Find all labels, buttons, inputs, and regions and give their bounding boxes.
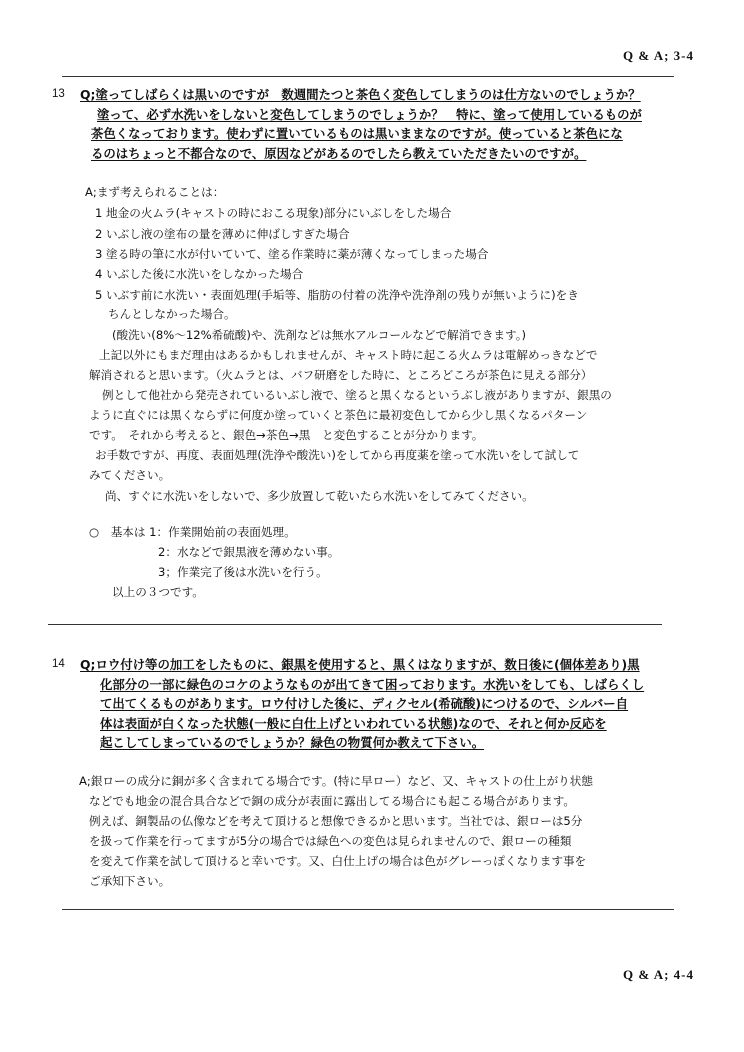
- divider-middle: [48, 624, 662, 625]
- question-14-line: 起こしてしまっているのでしょうか？緑色の物質何か教えて下さい。: [100, 735, 485, 750]
- answer-13-line: お手数ですが、再度、表面処理(洗浄や酸洗い)をしてから再度薬を塗って水洗いをして試して: [95, 448, 580, 462]
- answer-13-line: ちんとしなかった場合。: [108, 307, 236, 321]
- answer-13-line: 4 いぶした後に水洗いをしなかった場合: [95, 267, 304, 281]
- question-13-line: 茶色くなっております。使わずに置いているものは黒いままなのですが。使っていると茶色にな: [91, 126, 623, 141]
- basics-line: 3；作業完了後は水洗いを行う。: [158, 565, 328, 579]
- question-14-text: [80, 655, 644, 753]
- question-13-text: [80, 85, 642, 163]
- answer-13-line: 上記以外にもまだ理由はあるかもしれませんが、キャスト時に起こる火ムラは電解めっきなどで: [99, 348, 598, 362]
- answer-14-line: を扱って作業を行ってますが5分の場合では緑色への変色は見られませんので、銀ローの種類: [89, 834, 572, 848]
- question-13-line: Q;塗ってしばらくは黒いのですが 数週間たつと茶色く変色してしまうのは仕方ないのでしょうか？: [80, 87, 641, 102]
- basics-line: 2：水などで銀黒液を薄めない事。: [158, 545, 340, 559]
- answer-13-line: 解消されると思います。（火ムラとは、バフ研磨をした時に、ところどころが茶色に見える部分）: [89, 368, 593, 382]
- question-13-number: 13: [52, 88, 65, 100]
- answer-13-line: 3 塗る時の筆に水が付いていて、塗る作業時に薬が薄くなってしまった場合: [95, 247, 489, 261]
- answer-13-line: 2 いぶし液の塗布の量を薄めに伸ばしすぎた場合: [95, 227, 350, 241]
- answer-13-line: 5 いぶす前に水洗い・表面処理(手垢等、脂肪の付着の洗浄や洗浄剤の残りが無いように)をき: [95, 288, 579, 302]
- page-header-bottom: Q & A; 4-4: [622, 967, 694, 982]
- basics-line: 以上の３つです。: [112, 585, 204, 599]
- question-14-line: て出てくるものがあります。ロウ付けした後に、ディクセル(希硫酸)につけるので、シルバー自: [100, 696, 629, 711]
- answer-13-line: 例として他社から発売されているいぶし液で、塗ると黒くなるというぶし液がありますが、銀黒の: [102, 388, 612, 402]
- answer-14-line: などでも地金の混合具合などで銅の成分が表面に露出してる場合にも起こる場合があります。: [89, 794, 576, 808]
- question-14-line: Q;ロウ付け等の加工をしたものに、銀黒を使用すると、黒くはなりますが、数日後に(個体差あり)黒: [80, 657, 640, 672]
- question-14-line: 体は表面が白くなった状態(一般に白仕上げといわれている状態)なので、それと何か反応を: [100, 715, 607, 731]
- answer-14-line: を変えて作業を試して頂けると幸いです。又、白仕上げの場合は色がグレーっぽくなります事を: [89, 854, 587, 868]
- answer-13-line: です。 それから考えると、銀色→茶色→黒 と変色することが分かります。: [89, 428, 484, 442]
- answer-13-line: みてください。: [89, 468, 171, 482]
- answer-13-line: 1 地金の火ムラ(キャストの時におこる現象)部分にいぶしをした場合: [95, 206, 452, 220]
- answer-14-line: A;銀ローの成分に銅が多く含まれてる場合です。(特に早ロー）など、又、キャストの仕上がり状態: [79, 774, 593, 788]
- question-14-line: 化部分の一部に緑色のコケのようなものが出てきて困っております。水洗いをしても、しばらくし: [100, 676, 645, 692]
- divider-top: [62, 76, 674, 77]
- question-14-number: 14: [52, 658, 65, 670]
- answer-14-line: ご承知下さい。: [89, 874, 171, 888]
- answer-13-line: A;まず考えられることは：: [85, 185, 225, 199]
- answer-13-line: 尚、すぐに水洗いをしないで、多少放置して乾いたら水洗いをしてみてください。: [105, 489, 534, 503]
- question-13-line: 塗って、必ず水洗いをしないと変色してしまうのでしょうか？ 特に、塗って使用しているものが: [97, 106, 642, 122]
- answer-13-line: ように直ぐには黒くならずに何度か塗っていくと茶色に最初変色してから少し黒くなるパターン: [89, 408, 588, 422]
- page-header-top: Q & A; 3-4: [622, 48, 694, 63]
- question-13-line: るのはちょっと不都合なので、原因などがあるのでしたら教えていただきたいのですが。: [91, 145, 587, 161]
- answer-14-line: 例えば、銅製品の仏像などを考えて頂けると想像できるかと思います。当社では、銀ローは5分: [89, 814, 583, 828]
- answer-13-line: (酸洗い(8%～12%希硫酸)や、洗剤などは無水アルコールなどで解消できます。): [112, 328, 527, 342]
- basics-line: ○ 基本は 1：作業開始前の表面処理。: [89, 525, 296, 539]
- divider-bottom: [62, 909, 674, 910]
